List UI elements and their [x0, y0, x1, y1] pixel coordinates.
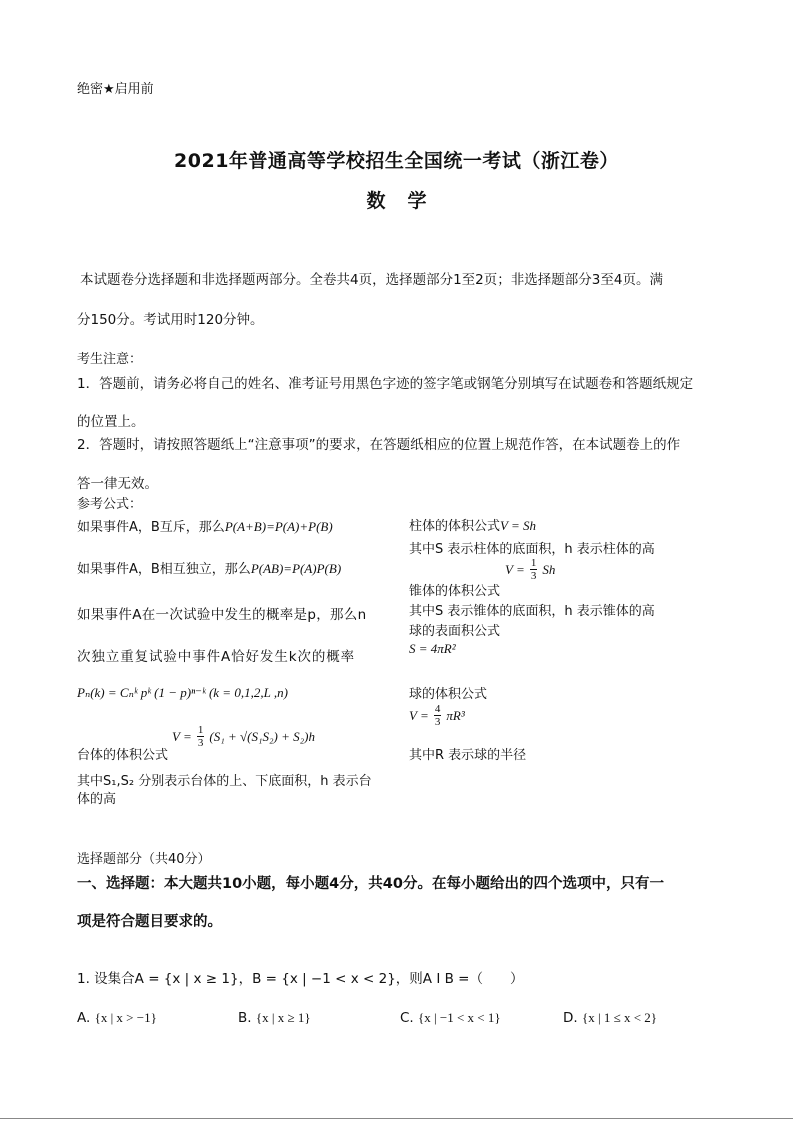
option-value: {x | 1 ≤ x < 2} — [581, 1010, 658, 1025]
formulas-heading: 参考公式： — [77, 497, 143, 512]
notice-item-2-line-2: 答一律无效。 — [77, 476, 158, 492]
notice-item-1-line-1: 1．答题前，请务必将自己的姓名、准考证号用黑色字迹的签字笔或钢笔分别填写在试题卷和答题纸规定 — [77, 376, 694, 392]
formula-mutex — [77, 516, 333, 535]
question-1-option-b[interactable] — [238, 1010, 311, 1026]
formula-prism-desc: 其中S 表示柱体的底面积，h 表示柱体的高 — [409, 542, 655, 557]
formula-sphere-area-expr: S = 4πR² — [409, 641, 456, 656]
frac-den: 3 — [530, 570, 537, 582]
formula-mutex-expr: P(A+B)=P(A)+P(B) — [224, 519, 333, 534]
question-1-option-d[interactable] — [563, 1010, 657, 1026]
question-1-option-c[interactable] — [400, 1010, 501, 1026]
intro-line-1: 本试题卷分选择题和非选择题两部分。全卷共4页，选择题部分1至2页；非选择题部分3至4页。满 — [80, 272, 663, 288]
frac-den: 3 — [197, 737, 204, 749]
formula-cone-desc: 其中S 表示锥体的底面积，h 表示锥体的高 — [409, 604, 655, 619]
option-value: {x | x > −1} — [94, 1010, 157, 1025]
section-label: 选择题部分（共40分） — [77, 852, 211, 867]
notice-item-1-line-2: 的位置上。 — [77, 414, 145, 430]
frustum-rhs: (S₁ + √(S₁S₂) + S₂)h — [209, 729, 315, 744]
formula-frustum-desc-2: 体的高 — [77, 792, 117, 807]
formula-binomial-text-1: 如果事件A在一次试验中发生的概率是p，那么n — [77, 607, 367, 623]
formula-frustum-expr — [172, 724, 315, 749]
page-bottom-divider — [0, 1118, 793, 1119]
confidential-mark: 绝密★启用前 — [77, 82, 154, 97]
option-label: D. — [563, 1010, 578, 1026]
formula-mutex-text: 如果事件A，B互斥，那么 — [77, 520, 225, 535]
formula-frustum-desc-1: 其中S₁,S₂ 分别表示台体的上、下底面积，h 表示台 — [77, 774, 372, 789]
formula-binomial-text-2: 次独立重复试验中事件A恰好发生k次的概率 — [77, 649, 356, 665]
cone-rhs: Sh — [542, 562, 556, 577]
frustum-fraction — [197, 724, 205, 749]
option-label: A. — [77, 1010, 91, 1026]
formula-indep-expr: P(AB)=P(A)P(B) — [250, 561, 342, 576]
formula-indep-text: 如果事件A，B相互独立，那么 — [77, 562, 251, 577]
sphere-vol-fraction — [434, 703, 442, 728]
frac-num: 1 — [197, 724, 204, 736]
formula-prism-text: 柱体的体积公式 — [409, 519, 501, 534]
option-value: {x | −1 < x < 1} — [418, 1010, 501, 1025]
formula-sphere-area-text: 球的表面积公式 — [409, 624, 501, 639]
frac-num: 1 — [530, 557, 537, 569]
formula-sphere-desc: 其中R 表示球的半径 — [409, 748, 527, 763]
notice-heading: 考生注意： — [77, 352, 143, 367]
cone-fraction — [530, 557, 538, 582]
page-title: 2021年普通高等学校招生全国统一考试（浙江卷） — [174, 150, 619, 172]
formula-sphere-vol-text: 球的体积公式 — [409, 687, 488, 702]
frac-num: 4 — [434, 703, 441, 715]
subject-title: 数学 — [366, 190, 449, 212]
notice-item-2-line-1: 2．答题时，请按照答题纸上“注意事项”的要求，在答题纸相应的位置上规范作答，在本试题卷上的作 — [77, 437, 681, 453]
option-label: B. — [238, 1010, 252, 1026]
formula-independent — [77, 558, 341, 577]
formula-prism-expr: V = Sh — [500, 518, 536, 533]
formula-prism — [409, 515, 536, 534]
formula-frustum-text: 台体的体积公式 — [77, 748, 169, 763]
section-heading-line-2: 项是符合题目要求的。 — [77, 914, 222, 930]
intro-line-2: 分150分。考试用时120分钟。 — [77, 312, 264, 328]
cone-lhs: V = — [505, 562, 525, 577]
question-1-option-a[interactable] — [77, 1010, 157, 1026]
formula-cone-text: 锥体的体积公式 — [409, 584, 501, 599]
formula-sphere-vol-expr — [409, 703, 465, 728]
formula-cone-expr — [505, 557, 555, 582]
sphere-vol-rhs: πR³ — [446, 708, 465, 723]
section-heading-line-1: 一、选择题：本大题共10小题，每小题4分，共40分。在每小题给出的四个选项中，只有一 — [77, 876, 664, 892]
sphere-vol-lhs: V = — [409, 708, 429, 723]
formula-binomial-expr: Pₙ(k) = Cₙᵏ pᵏ (1 − p)ⁿ⁻ᵏ (k = 0,1,2,L ,n) — [77, 685, 288, 700]
option-value: {x | x ≥ 1} — [255, 1010, 311, 1025]
frac-den: 3 — [434, 716, 441, 728]
option-label: C. — [400, 1010, 414, 1026]
question-1-stem: 1. 设集合A = {x | x ≥ 1}，B = {x | −1 < x < 2}，则A I B =（ ） — [77, 971, 524, 987]
frustum-lhs: V = — [172, 729, 192, 744]
